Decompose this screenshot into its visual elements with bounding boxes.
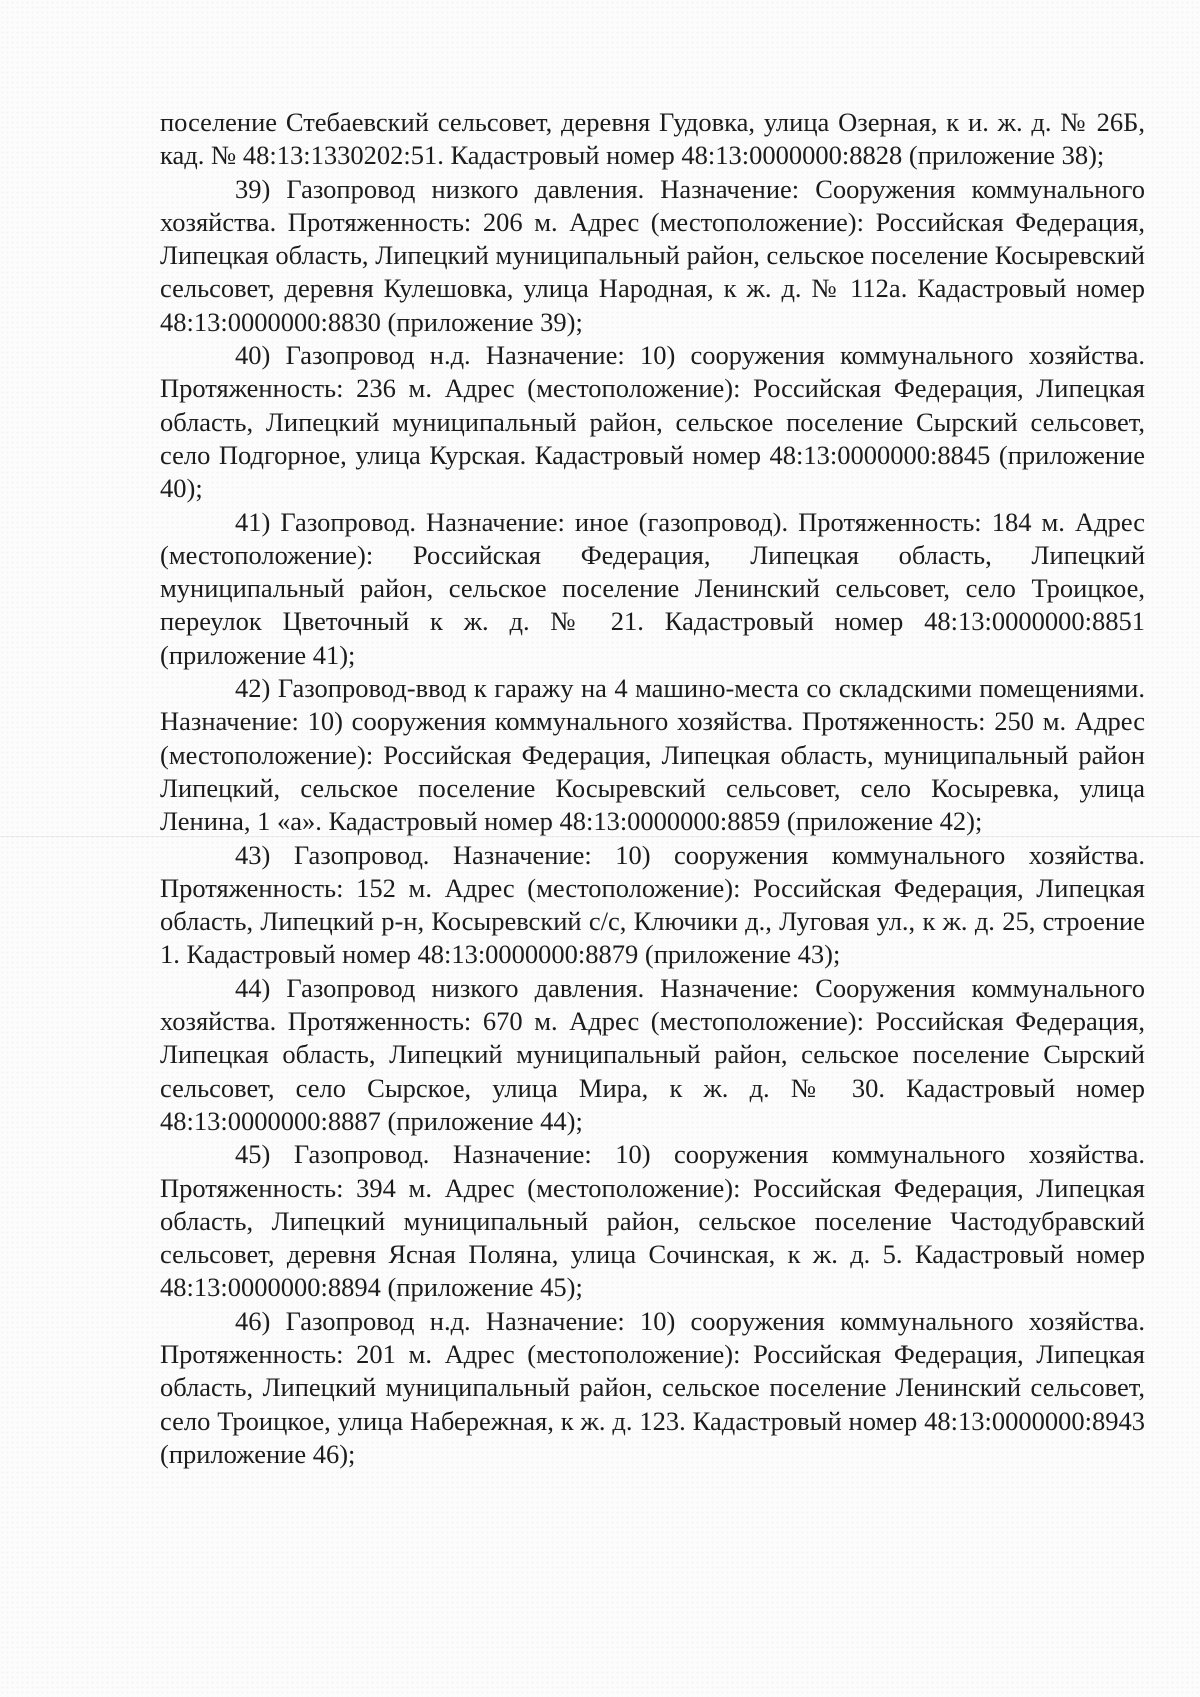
item-number: 45)	[235, 1139, 271, 1170]
item-number: 40)	[235, 340, 271, 371]
item-number: 42)	[235, 673, 271, 704]
item-number: 41)	[235, 506, 271, 537]
item-number: 43)	[235, 839, 271, 870]
list-item-39	[160, 173, 1145, 339]
item-number: 46)	[235, 1305, 271, 1336]
item-number: 39)	[235, 173, 271, 204]
list-item-46	[160, 1305, 1145, 1471]
item-text: Газопровод н.д. Назначение: 10) сооружения коммунального хозяйства. Протяженность: 236 м. Адрес (местоположение): Российская Федерация, Липецкая область, Липецкий муниципальный район, сельское поселение Сырский сельсовет, село Подгорное, улица Курская. Кадастровый номер 48:13:0000000:8845 (приложение 40);	[160, 340, 1145, 504]
item-text: Газопровод. Назначение: 10) сооружения коммунального хозяйства. Протяженность: 394 м. Адрес (местоположение): Российская Федерация, Липецкая область, Липецкий муниципальный район, сельское поселение Частодубравский сельсовет, деревня Ясная Поляна, улица Сочинская, к ж. д. 5. Кадастровый номер 48:13:0000000:8894 (приложение 45);	[160, 1139, 1146, 1303]
item-text: Газопровод. Назначение: иное (газопровод). Протяженность: 184 м. Адрес (местоположение): Российская Федерация, Липецкая область, Липецкий муниципальный район, сельское поселение Ленинский сельсовет, село Троицкое, переулок Цветочный к ж. д. № 21. Кадастровый номер 48:13:0000000:8851 (приложение 41);	[160, 506, 1146, 670]
item-text: Газопровод-ввод к гаражу на 4 машино-места со складскими помещениями. Назначение: 10) сооружения коммунального хозяйства. Протяженность: 250 м. Адрес (местоположение): Российская Федерация, Липецкая область, муниципальный район Липецкий, сельское поселение Косыревский сельсовет, село Косыревка, улица Ленина, 1 «а». Кадастровый номер 48:13:0000000:8859 (приложение 42);	[160, 673, 1145, 837]
document-body	[160, 106, 1145, 1471]
item-text: Газопровод н.д. Назначение: 10) сооружения коммунального хозяйства. Протяженность: 201 м. Адрес (местоположение): Российская Федерация, Липецкая область, Липецкий муниципальный район, сельское поселение Ленинский сельсовет, село Троицкое, улица Набережная, к ж. д. 123. Кадастровый номер 48:13:0000000:8943 (приложение 46);	[160, 1305, 1145, 1469]
continuation-paragraph: поселение Стебаевский сельсовет, деревня Гудовка, улица Озерная, к и. ж. д. № 26Б, кад. № 48:13:1330202:51. Кадастровый номер 48:13:0000000:8828 (приложение 38);	[160, 107, 1145, 171]
list-item-44	[160, 972, 1145, 1138]
list-item-42	[160, 672, 1145, 838]
list-item-41	[160, 506, 1145, 672]
item-text: Газопровод низкого давления. Назначение: Сооружения коммунального хозяйства. Протяженность: 670 м. Адрес (местоположение): Российская Федерация, Липецкая область, Липецкий муниципальный район, сельское поселение Сырский сельсовет, село Сырское, улица Мира, к ж. д. № 30. Кадастровый номер 48:13:0000000:8887 (приложение 44);	[160, 972, 1145, 1136]
item-text: Газопровод. Назначение: 10) сооружения коммунального хозяйства. Протяженность: 152 м. Адрес (местоположение): Российская Федерация, Липецкая область, Липецкий р-н, Косыревский с/с, Ключики д., Луговая ул., к ж. д. 25, строение 1. Кадастровый номер 48:13:0000000:8879 (приложение 43);	[160, 839, 1146, 970]
item-text: Газопровод низкого давления. Назначение: Сооружения коммунального хозяйства. Протяженность: 206 м. Адрес (местоположение): Российская Федерация, Липецкая область, Липецкий муниципальный район, сельское поселение Косыревский сельсовет, деревня Кулешовка, улица Народная, к ж. д. № 112а. Кадастровый номер 48:13:0000000:8830 (приложение 39);	[160, 173, 1145, 337]
list-item-43	[160, 839, 1145, 972]
list-item-45	[160, 1138, 1145, 1304]
list-item-40	[160, 339, 1145, 505]
item-number: 44)	[235, 972, 271, 1003]
